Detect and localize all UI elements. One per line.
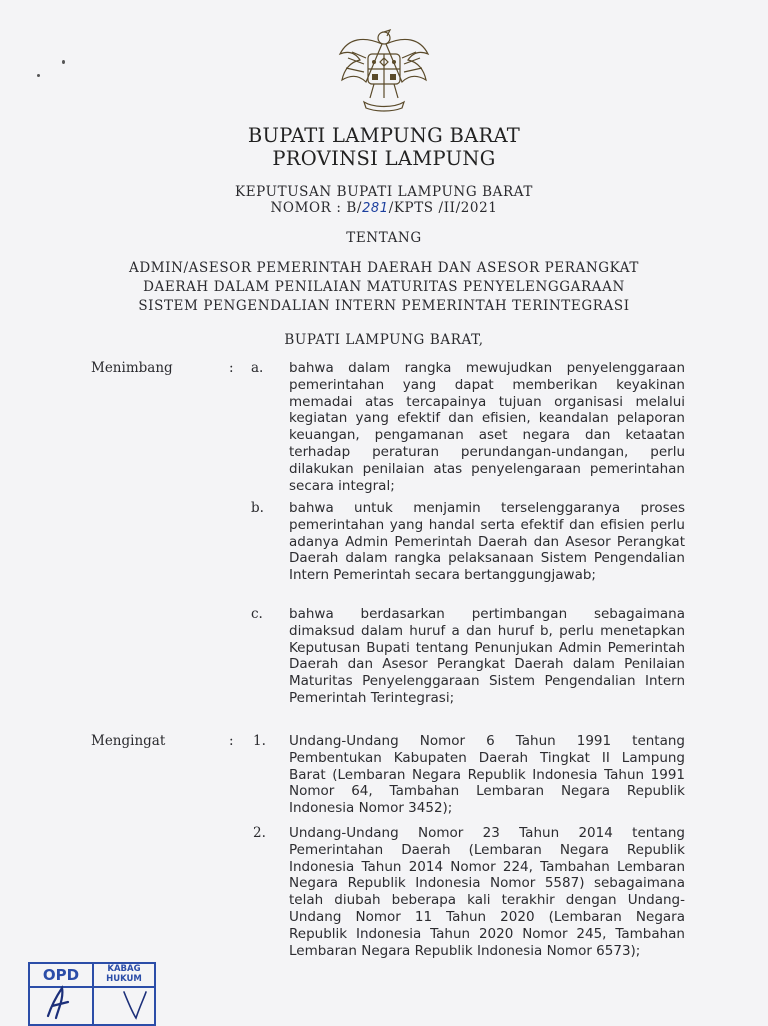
menimbang-item-b: bahwa untuk menjamin terselenggaranya proses pemerintahan yang handal serta efektif dan efisien perlu adanya Admin Pemerintah Daerah dan Asesor Perangkat Daerah dalam rangka pelaksanaan Sistem Pengendalian Intern Pemerintah secara bertanggungjawab;	[289, 500, 685, 584]
menimbang-marker-c: c.	[251, 606, 263, 622]
decision-heading: KEPUTUSAN BUPATI LAMPUNG BARAT	[235, 184, 533, 200]
stamp-opd-label: OPD	[28, 962, 94, 988]
issuer-heading: BUPATI LAMPUNG BARAT,	[284, 332, 484, 348]
province-title: PROVINSI LAMPUNG	[272, 147, 496, 170]
mengingat-label: Mengingat	[91, 733, 166, 749]
approval-stamp	[28, 958, 166, 1024]
menimbang-marker-b: b.	[251, 500, 264, 516]
number-suffix: /KPTS /II/2021	[388, 200, 498, 216]
garuda-pancasila-emblem-icon	[334, 24, 434, 118]
subject-line-3: SISTEM PENGENDALIAN INTERN PEMERINTAH TERINTEGRASI	[138, 298, 630, 314]
mengingat-colon: :	[229, 733, 234, 749]
paraf-signature-icon	[28, 958, 166, 1024]
menimbang-label: Menimbang	[91, 360, 173, 376]
subject-line-2: DAERAH DALAM PENILAIAN MATURITAS PENYELENGGARAAN	[143, 279, 625, 295]
menimbang-marker-a: a.	[251, 360, 264, 376]
mengingat-marker-2: 2.	[253, 825, 266, 841]
subject-line-1: ADMIN/ASESOR PEMERINTAH DAERAH DAN ASESOR PERANGKAT	[128, 260, 640, 276]
stamp-kabag-line1: KABAG	[107, 964, 141, 974]
menimbang-colon: :	[229, 360, 234, 376]
decision-number	[0, 200, 768, 217]
number-prefix: NOMOR : B/	[270, 200, 363, 216]
mengingat-item-1: Undang-Undang Nomor 6 Tahun 1991 tentang Pembentukan Kabupaten Daerah Tingkat II Lampung Barat (Lembaran Negara Republik Indonesia Tahun 1991 Nomor 64, Tambahan Lembaran Negara Republik Indonesia Nomor 3452);	[289, 733, 685, 817]
regent-title: BUPATI LAMPUNG BARAT	[247, 124, 521, 147]
menimbang-item-a: bahwa dalam rangka mewujudkan penyelenggaraan pemerintahan yang dapat memberikan keyakinan memadai atas tercapainya tujuan organisasi melalui kegiatan yang efektif dan efisien, keandalan pelaporan keuangan, pengamanan aset negara dan ketaatan terhadap peraturan perundangan-undangan, perlu dilakukan penilaian atas penyelengaraan pemerintahan secara integral;	[289, 360, 685, 494]
mengingat-item-2: Undang-Undang Nomor 23 Tahun 2014 tentang Pemerintahan Daerah (Lembaran Negara Republik Indonesia Tahun 2014 Nomor 224, Tambahan Lembaran Negara Republik Indonesia Nomor 5587) sebagaimana telah diubah beberapa kali terakhir dengan Undang-Undang Nomor 11 Tahun 2020 (Lembaran Negara Republik Indonesia Tahun 2020 Nomor 245, Tambahan Lembaran Negara Republik Indonesia Nomor 6573);	[289, 825, 685, 959]
handwritten-number: 281	[362, 201, 389, 216]
about-heading: TENTANG	[346, 230, 422, 246]
menimbang-item-c: bahwa berdasarkan pertimbangan sebagaimana dimaksud dalam huruf a dan huruf b, perlu menetapkan Keputusan Bupati tentang Penunjukan Admin Pemerintah Daerah dan Asesor Perangkat Daerah dalam Penilaian Maturitas Penyelenggaraan Sistem Pengendalian Intern Pemerintah Terintegrasi;	[289, 606, 685, 706]
mengingat-marker-1: 1.	[253, 733, 266, 749]
stamp-kabag-line2: HUKUM	[106, 974, 142, 984]
